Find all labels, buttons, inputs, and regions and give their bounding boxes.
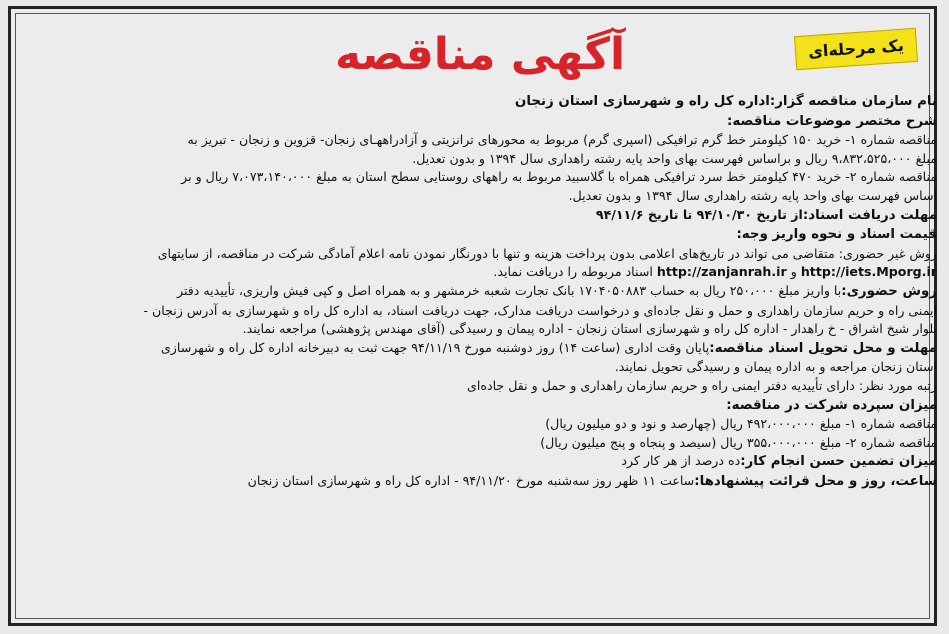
body-line <box>18 245 937 264</box>
line-text: مبلغ ۹،۸۳۲،۵۲۵،۰۰۰ ریال و براساس فهرست بهای واحد پایه رشته راهداری سال ۱۳۹۴ و بدون تعدیل. <box>412 150 937 166</box>
body-line <box>18 320 937 339</box>
line-text: روش غیر حضوری: متقاضی می تواند در تاریخ‌های اعلامی بدون پرداخت هزینه و تنها با دورنگار نمودن نامه اعلام آمادگی شرکت در مناقصه، از سایتهای <box>157 245 937 261</box>
body-line <box>18 150 937 169</box>
line-text: پایان وقت اداری (ساعت ۱۴) روز دوشنبه مورخ ۹۴/۱۱/۱۹ جهت ثبت به دبیرخانه اداره کل راه و شهرسازی <box>160 339 710 355</box>
body-line <box>18 339 937 359</box>
body-line <box>18 434 937 453</box>
line-label: نام سازمان مناقصه گزار: <box>769 94 937 109</box>
body-line <box>18 396 937 416</box>
notice-title: آگهی مناقصه <box>334 29 626 80</box>
line-label: مهلت دریافت اسناد: <box>802 207 937 223</box>
body-line <box>18 112 937 132</box>
line-text: و <box>790 264 797 280</box>
notice-body <box>18 92 937 491</box>
line-label: قیمت اسناد و نحوه واریز وجه: <box>736 227 937 243</box>
body-line <box>18 302 937 321</box>
line-text: ایمنی راه و حریم سازمان راهداری و حمل و نقل جاده‌ای و درخواست دریافت مدارک، جهت دریافت اسناد، به اداره کل راه و شهرسازی به آدرس زنجان - <box>143 302 937 318</box>
body-line <box>18 187 937 206</box>
website-link-zanjanrah[interactable]: http://zanjanrah.ir <box>656 264 787 280</box>
line-text: با واریز مبلغ ۲۵۰،۰۰۰ ریال به حساب ۱۷۰۴۰۵۰۸۸۳ بانک تجارت شعبه خرمشهر و به همراه اصل و کپی فیش واریزی، تأییدیه دفتر <box>177 282 842 298</box>
body-line <box>18 263 937 282</box>
body-line <box>18 415 937 434</box>
line-text: استان زنجان مراجعه و به اداره پیمان و رسیدگی تحویل نمایند. <box>614 359 937 375</box>
line-text: ده درصد از هر کار کرد <box>621 453 741 469</box>
line-text: مناقصه شماره ۲- خرید ۴۷۰ کیلومتر خط سرد ترافیکی همراه با گلاسبید مربوط به راههای روستایی سطح استان به مبلغ ۷،۰۷۳،۱۴۰،۰۰۰ ریال و بر <box>181 169 937 185</box>
line-text: از تاریخ ۹۴/۱۰/۳۰ تا تاریخ ۹۴/۱۱/۶ <box>595 206 803 222</box>
line-label: میزان تضمین حسن انجام کار: <box>740 454 937 470</box>
body-line <box>18 358 937 377</box>
line-text: مناقصه شماره ۱- مبلغ ۴۹۲،۰۰۰،۰۰۰ ریال (چهارصد و نود و دو میلیون ریال) <box>545 416 937 432</box>
line-text: بلوار شیخ اشراق - خ راهدار - اداره کل راه و شهرسازی استان زنجان - اداره پیمان و رسیدگی (آقای مهندس پژوهشی) مراجعه نمایند. <box>242 321 937 337</box>
line-text: مناقصه شماره ۱- خرید ۱۵۰ کیلومتر خط گرم ترافیکی (اسپری گرم) مربوط به محورهای ترانزیتی و آزادراههـای زنجان- قزوین و زنجان - تبریز به <box>187 132 937 148</box>
line-label: شرح مختصر موضوعات مناقصه: <box>727 113 937 129</box>
body-line <box>18 452 937 472</box>
line-text: رتبه مورد نظر: دارای تأییدیه دفتر ایمنی راه و حریم سازمان راهداری و حمل و نقل جاده‌ای <box>467 377 937 393</box>
body-line <box>18 282 937 302</box>
line-text: اساس فهرست بهای واحد پایه رشته راهداری سال ۱۳۹۴ و بدون تعدیل. <box>568 187 937 203</box>
line-label: مهلت و محل تحویل اسناد مناقصه: <box>709 340 937 356</box>
line-text: مناقصه شماره ۲- مبلغ ۳۵۵،۰۰۰،۰۰۰ ریال (سیصد و پنجاه و پنج میلیون ریال) <box>540 434 937 450</box>
line-text: اداره کل راه و شهرسازی استان زنجان <box>514 94 770 109</box>
body-line <box>18 206 937 226</box>
line-label: روش حضوری: <box>841 283 937 299</box>
line-label: میزان سپرده شرکت در مناقصه: <box>726 397 937 413</box>
body-line <box>18 92 937 112</box>
body-line <box>18 168 937 187</box>
body-line <box>18 472 937 492</box>
website-link-iets[interactable]: http://iets.Mporg.ir <box>800 264 937 280</box>
one-stage-badge: یک مرحله‌ای <box>794 28 918 70</box>
line-label: ساعت، روز و محل قرائت پیشنهادها: <box>694 473 937 489</box>
body-line <box>18 225 937 245</box>
body-line <box>18 131 937 150</box>
line-text: اسناد مربوطه را دریافت نماید. <box>493 264 653 280</box>
line-text: ساعت ۱۱ ظهر روز سه‌شنبه مورخ ۹۴/۱۱/۲۰ - اداره کل راه و شهرسازی استان زنجان <box>247 472 695 488</box>
body-line <box>18 377 937 396</box>
